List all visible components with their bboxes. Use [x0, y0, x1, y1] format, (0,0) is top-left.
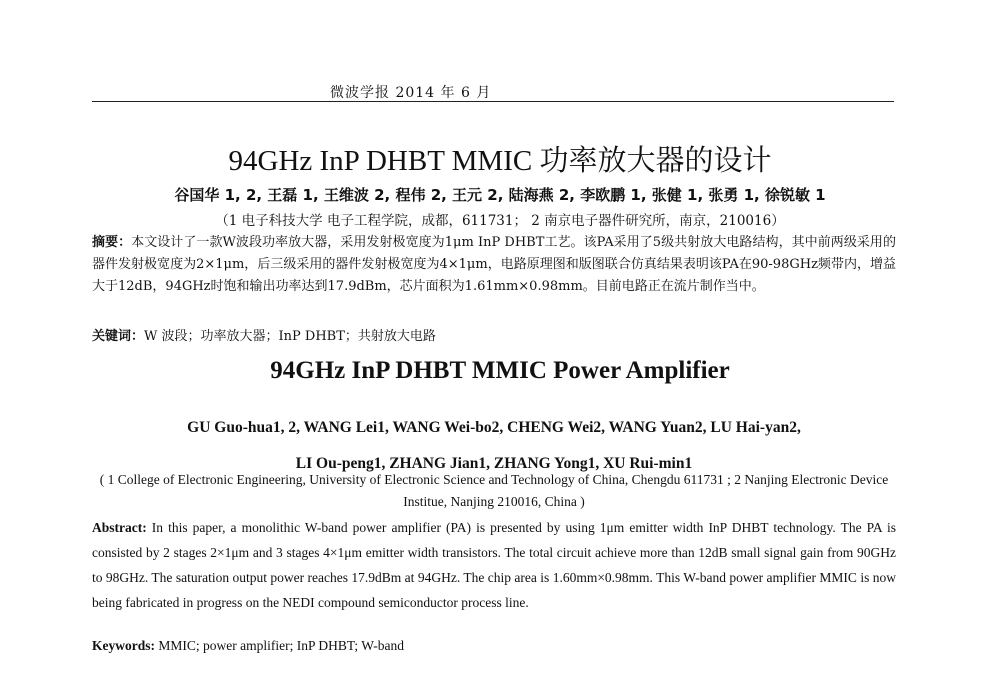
cn-authors: 谷国华 1, 2, 王磊 1, 王维波 2, 程伟 2, 王元 2, 陆海燕 2, 李欧鹏 1, 张健 1, 张勇 1, 徐锐敏 1 — [174, 186, 826, 204]
en-title: 94GHz InP DHBT MMIC Power Amplifier — [270, 357, 730, 384]
journal-header: 微波学报 2014 年 6 月 — [330, 85, 492, 101]
cn-abstract-text: 本文设计了一款W波段功率放大器，采用发射极宽度为1μm InP DHBT工艺。该PA采用了5级共射放大电路结构，其中前两级采用的器件发射极宽度为2×1μm，后三级采用的器件发射极宽度为4×1μm，电路原理图和版图联合仿真结果表明该PA在90-98GHz频带内，增益大于12dB，94GHz时饱和输出功率达到17.9dBm，芯片面积为1.61mm×0.98mm。目前电路正在流片制作当中。 — [92, 235, 896, 294]
cn-affiliation: （1 电子科技大学 电子工程学院，成都，611731； 2 南京电子器件研究所，南京，210016） — [215, 213, 785, 229]
en-abstract-text: In this paper, a monolithic W-band power amplifier (PA) is presented by using 1μm emitter width InP DHBT technology. The PA is consisted by 2 stages 2×1μm and 3 stages 4×1μm emitter width transistors. The total circuit achieve more than 12dB small signal gain from 90GHz to 98GHz. The saturation output power reaches 17.9dBm at 94GHz. The chip area is 1.60mm×0.98mm. This W-band power amplifier MMIC is now being fabricated in progress on the NEDI compound semiconductor process line. — [92, 520, 896, 610]
cn-abstract-label: 摘要： — [92, 235, 132, 250]
cn-keywords-label: 关键词： — [92, 329, 145, 344]
en-keywords-label: Keywords: — [92, 638, 155, 653]
en-abstract — [92, 515, 896, 615]
cn-keywords — [92, 325, 436, 344]
cn-keywords-text: W 波段；功率放大器；InP DHBT；共射放大电路 — [144, 329, 436, 344]
en-keywords — [92, 638, 404, 654]
cn-abstract — [92, 232, 896, 298]
en-abstract-label: Abstract: — [92, 520, 147, 535]
header-rule — [92, 101, 894, 102]
en-authors-line2: LI Ou-peng1, ZHANG Jian1, ZHANG Yong1, XU Rui-min1 — [295, 455, 693, 472]
en-affiliation: ( 1 College of Electronic Engineering, University of Electronic Science and Technology of China, Chengdu 611731 ; 2 Nanjing Electronic Device Institue, Nanjing 210016, China ) — [99, 472, 889, 509]
en-authors-line1: GU Guo-hua1, 2, WANG Lei1, WANG Wei-bo2, CHENG Wei2, WANG Yuan2, LU Hai-yan2, — [187, 419, 801, 436]
en-keywords-text: MMIC; power amplifier; InP DHBT; W-band — [158, 638, 404, 653]
cn-title: 94GHz InP DHBT MMIC 功率放大器的设计 — [228, 145, 772, 177]
